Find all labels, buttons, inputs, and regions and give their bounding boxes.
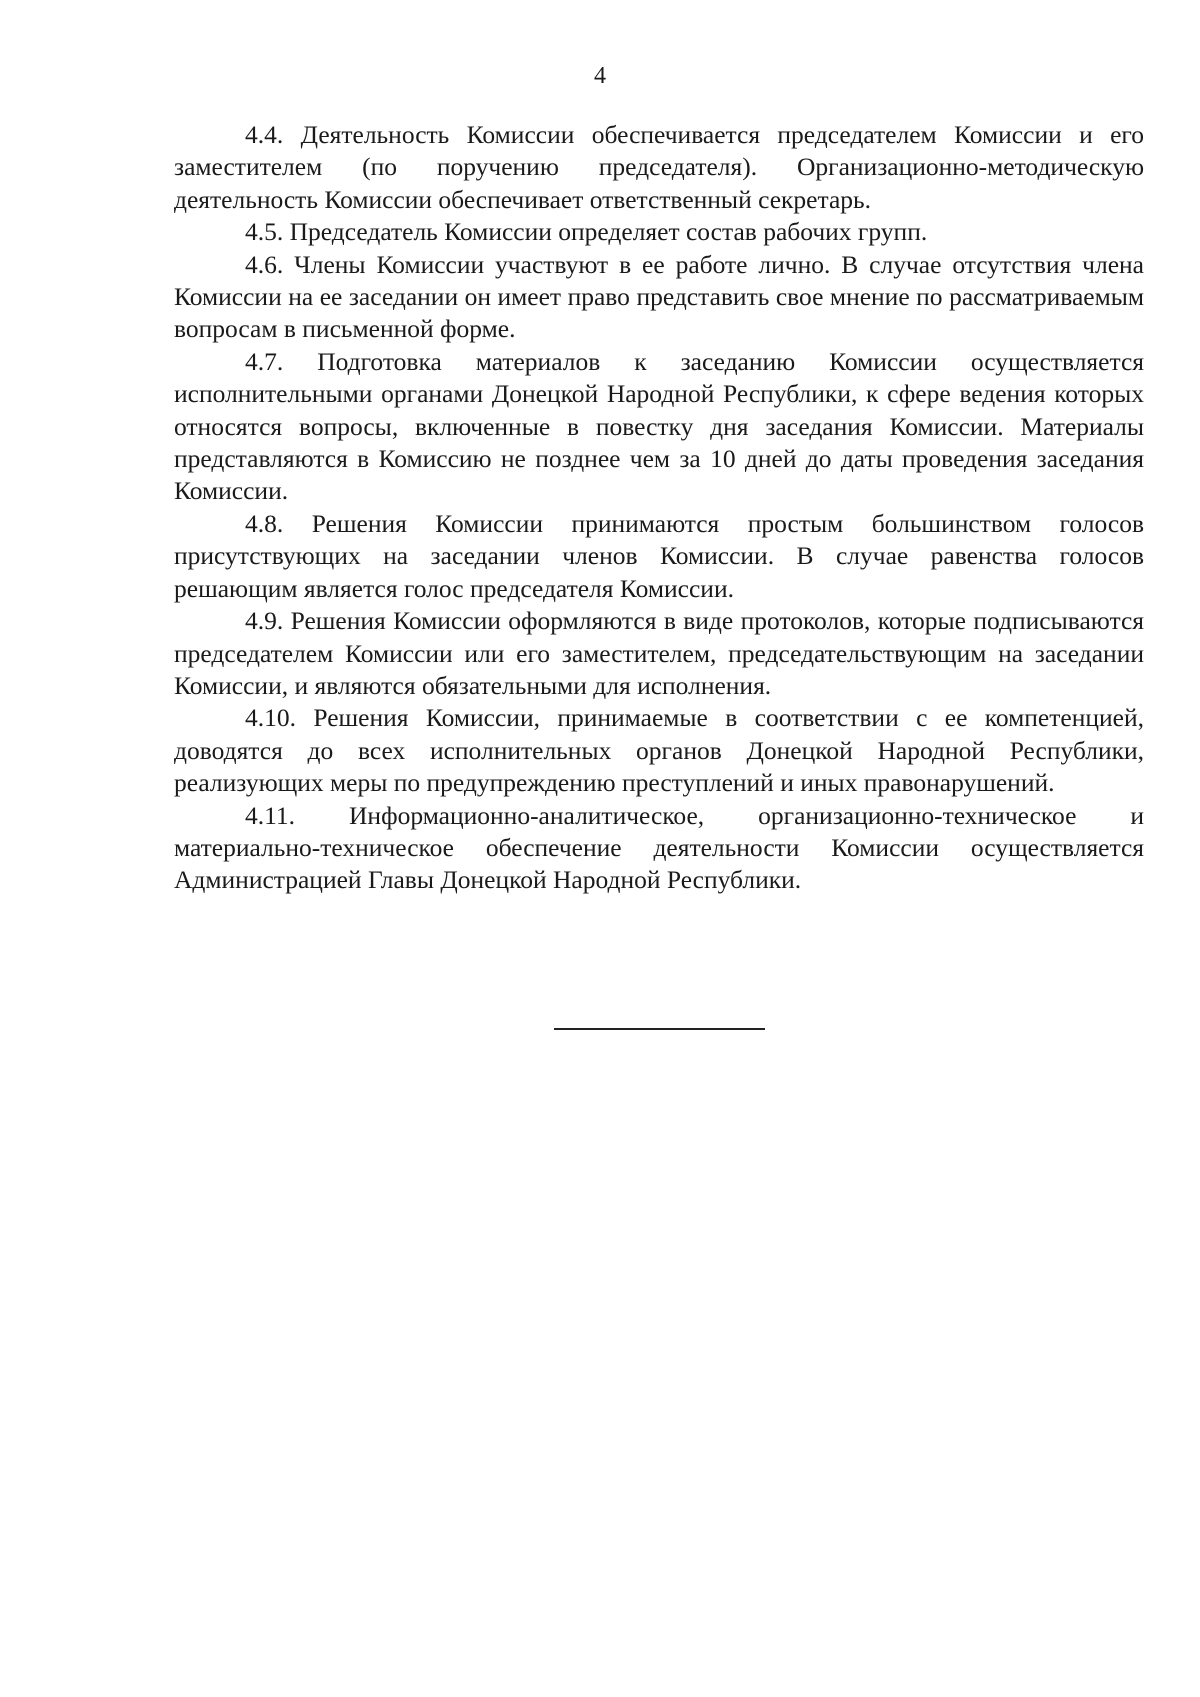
paragraph-4-8: 4.8. Решения Комиссии принимаются простым большинством голосов присутствующих на заседании членов Комиссии. В случае равенства голосов решающим является голос председателя Комиссии.: [174, 508, 1144, 603]
paragraph-4-6: 4.6. Члены Комиссии участвуют в ее работе лично. В случае отсутствия члена Комиссии на ее заседании он имеет право представить свое мнение по рассматриваемым вопросам в письменной форме.: [174, 249, 1144, 344]
paragraph-4-9: 4.9. Решения Комиссии оформляются в виде протоколов, которые подписываются председателем Комиссии или его заместителем, председательствующим на заседании Комиссии, и являются обязательными для исполнения.: [174, 606, 1144, 700]
document-body: [174, 119, 1144, 897]
paragraph-4-7: 4.7. Подготовка материалов к заседанию Комиссии осуществляется исполнительными органами Донецкой Народной Республики, к сфере ведения которых относятся вопросы, включенные в повестку дня заседания Комиссии. Материалы представляются в Комиссию не позднее чем за 10 дней до даты проведения заседания Комиссии.: [174, 346, 1144, 506]
paragraph-4-11: 4.11. Информационно-аналитическое, организационно-техническое и материально-техническое обеспечение деятельности Комиссии осуществляется Администрацией Главы Донецкой Народной Республики.: [174, 800, 1144, 895]
paragraph-4-4: 4.4. Деятельность Комиссии обеспечивается председателем Комиссии и его заместителем (по поручению председателя). Организационно-методическую деятельность Комиссии обеспечивает ответственный секретарь.: [174, 120, 1144, 214]
end-of-document-rule: [554, 1028, 765, 1030]
paragraph-4-5: 4.5. Председатель Комиссии определяет состав рабочих групп.: [245, 217, 928, 247]
page-number: 4: [594, 63, 606, 89]
paragraph-4-10: 4.10. Решения Комиссии, принимаемые в соответствии с ее компетенцией, доводятся до всех исполнительных органов Донецкой Народной Республики, реализующих меры по предупреждению преступлений и иных правонарушений.: [174, 703, 1144, 798]
